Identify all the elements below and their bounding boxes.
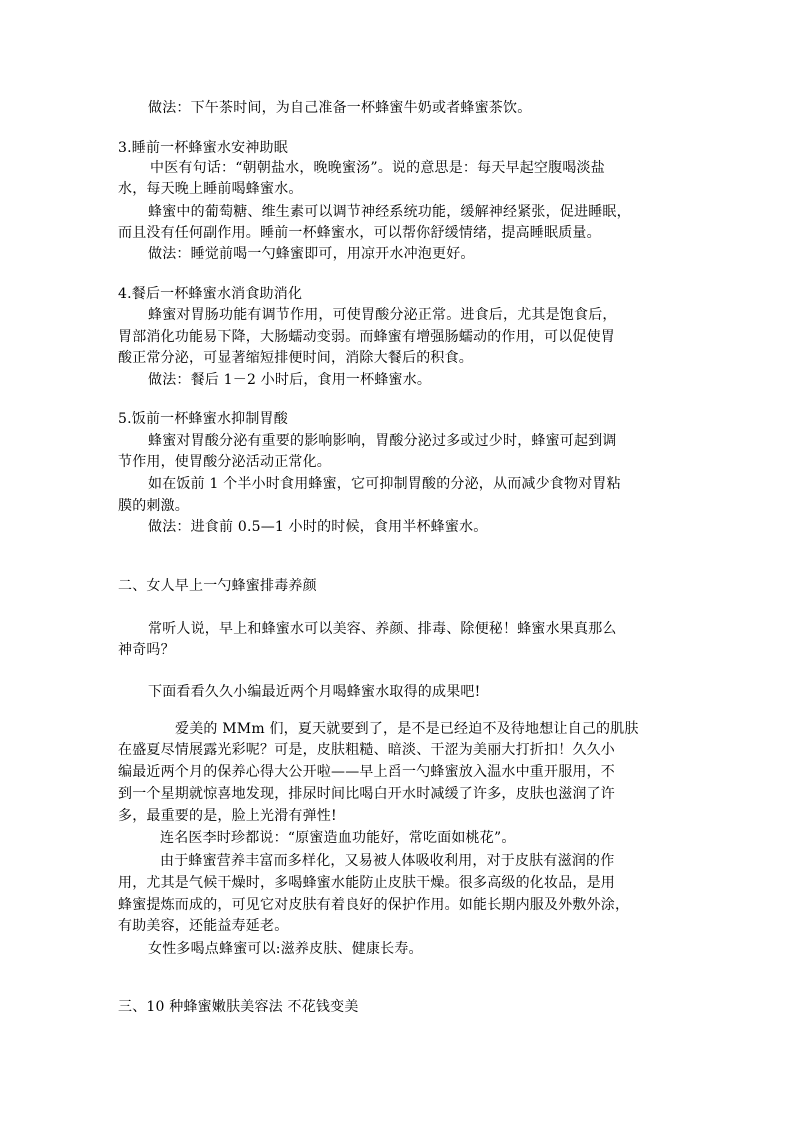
section-heading: 5.饭前一杯蜂蜜水抑制胃酸 (118, 411, 288, 427)
paragraph-line: 多，最重要的是，脸上光滑有弹性! (118, 808, 337, 824)
section-heading: 3.睡前一杯蜂蜜水安神助眠 (118, 140, 288, 156)
paragraph-line: 在盛夏尽情展露光彩呢？可是，皮肤粗糙、暗淡、干涩为美丽大打折扣！久久小 (118, 742, 615, 758)
chapter-heading: 三、10 种蜂蜜嫩肤美容法 不花钱变美 (118, 999, 359, 1015)
paragraph-line: 用，尤其是气候干燥时，多喝蜂蜜水能防止皮肤干燥。很多高级的化妆品，是用 (118, 875, 615, 891)
paragraph-line: 而且没有任何副作用。睡前一杯蜂蜜水，可以帮你舒缓情绪，提高睡眠质量。 (118, 225, 601, 241)
paragraph-line: 连名医李时珍都说：“原蜜造血功能好，常吃面如桃花”。 (160, 830, 516, 846)
paragraph-line: 蜂蜜提炼而成的，可见它对皮肤有着良好的保护作用。如能长期内服及外敷外涂， (118, 897, 630, 913)
paragraph-line: 节作用，使胃酸分泌活动正常化。 (118, 454, 331, 470)
section-heading: 4.餐后一杯蜂蜜水消食助消化 (118, 286, 303, 302)
paragraph-line: 女性多喝点蜂蜜可以:滋养皮肤、健康长寿。 (148, 941, 423, 957)
chapter-heading: 二、女人早上一勺蜂蜜排毒养颜 (118, 578, 317, 594)
paragraph-line: 做法：餐后 1－2 小时后，食用一杯蜂蜜水。 (148, 372, 432, 388)
paragraph-line: 膜的刺激。 (118, 498, 189, 514)
paragraph-line: 蜂蜜对胃酸分泌有重要的影响影响，胃酸分泌过多或过少时，蜂蜜可起到调 (148, 433, 617, 449)
paragraph-line: 编最近两个月的保养心得大公开啦——早上舀一勺蜂蜜放入温水中重开服用，不 (118, 764, 615, 780)
paragraph-line: 胃部消化功能易下降，大肠蠕动变弱。而蜂蜜有增强肠蠕动的作用，可以促使胃 (118, 329, 615, 345)
paragraph-line: 常听人说，早上和蜂蜜水可以美容、养颜、排毒、除便秘！蜂蜜水果真那么 (148, 621, 617, 637)
paragraph-line: 下面看看久久小编最近两个月喝蜂蜜水取得的成果吧! (148, 684, 481, 700)
paragraph-line: 酸正常分泌，可显著缩短排便时间，消除大餐后的积食。 (118, 350, 473, 366)
paragraph-line: 水，每天晚上睡前喝蜂蜜水。 (118, 181, 303, 197)
paragraph-line: 如在饭前 1 个半小时食用蜂蜜，它可抑制胃酸的分泌，从而减少食物对胃粘 (148, 476, 621, 492)
paragraph-line: 做法：睡觉前喝一勺蜂蜜即可，用凉开水冲泡更好。 (148, 246, 475, 262)
paragraph-line: 有助美容，还能益寿延老。 (118, 918, 289, 934)
paragraph-line: 蜂蜜中的葡萄糖、维生素可以调节神经系统功能，缓解神经紧张，促进睡眠， (148, 204, 631, 220)
paragraph-line: 做法：进食前 0.5—1 小时的时候，食用半杯蜂蜜水。 (148, 519, 488, 535)
paragraph-line: 由于蜂蜜营养丰富而多样化，又易被人体吸收利用，对于皮肤有滋润的作 (160, 853, 615, 869)
paragraph-line: 蜂蜜对胃肠功能有调节作用，可使胃酸分泌正常。进食后，尤其是饱食后， (148, 307, 617, 323)
paragraph-line: 做法：下午茶时间，为自己准备一杯蜂蜜牛奶或者蜂蜜茶饮。 (148, 100, 532, 116)
paragraph-line: 到一个星期就惊喜地发现，排尿时间比喝白开水时减缓了许多，皮肤也滋润了许 (118, 786, 615, 802)
paragraph-line: 中医有句话：“朝朝盐水，晚晚蜜汤”。说的意思是：每天早起空腹喝淡盐 (150, 160, 605, 176)
paragraph-line: 神奇吗？ (118, 642, 175, 658)
paragraph-line: 爱美的 MMm 们，夏天就要到了，是不是已经迫不及待地想让自己的肌肤 (175, 721, 639, 737)
